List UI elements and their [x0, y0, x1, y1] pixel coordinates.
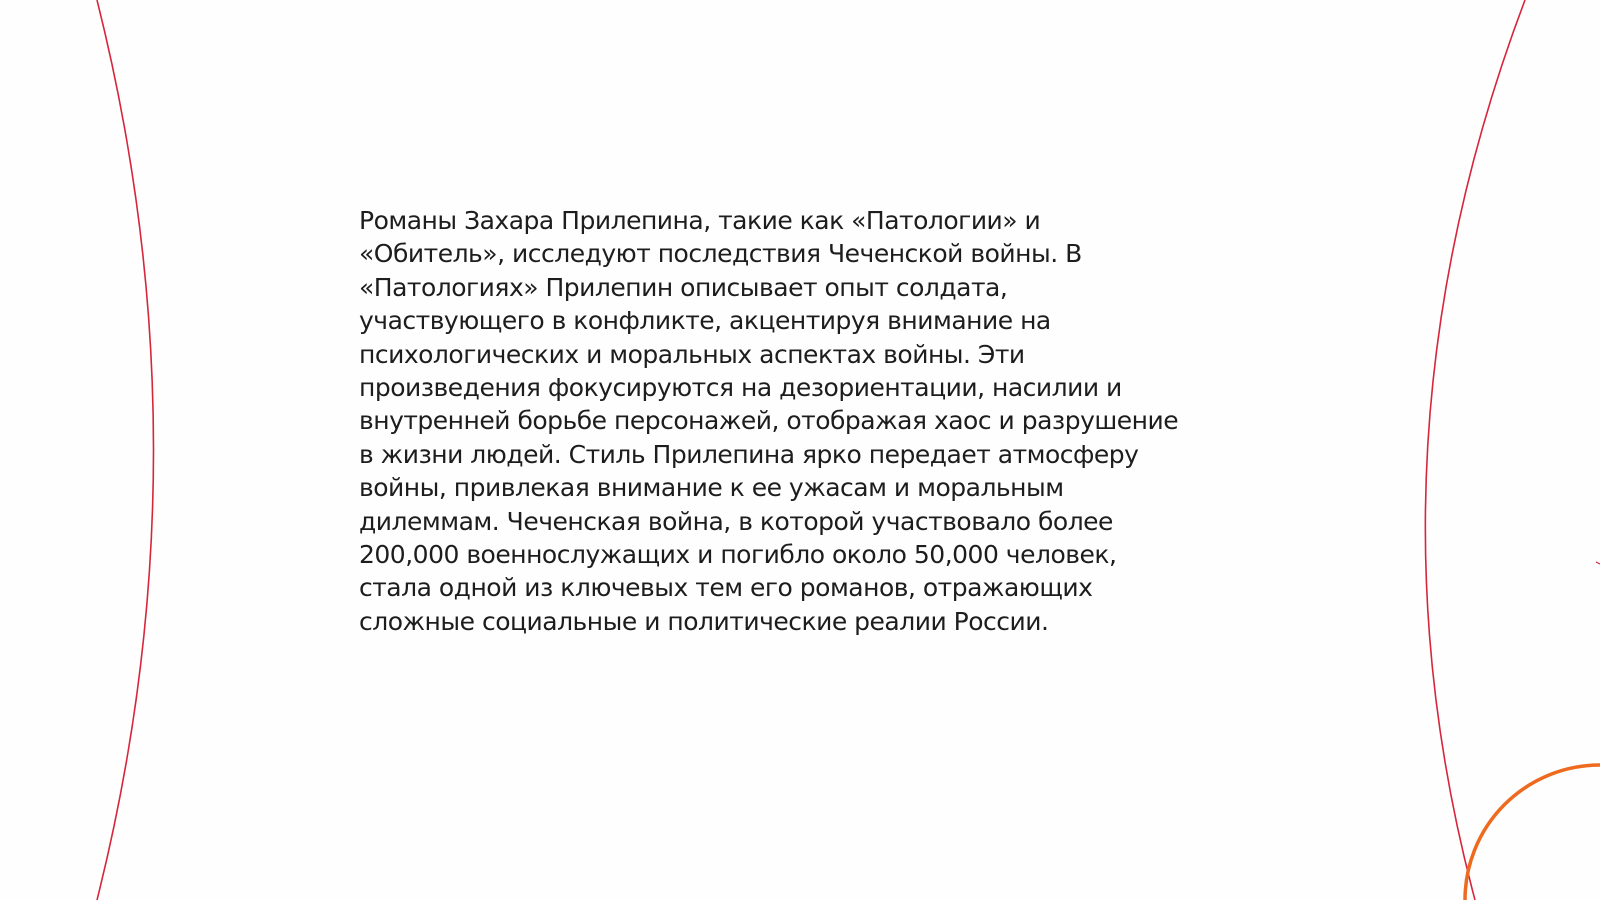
text-line: в жизни людей. Стиль Прилепина ярко передает атмосферу: [359, 439, 1139, 469]
edge-tick-mark: [1596, 562, 1600, 564]
text-line: внутренней борьбе персонажей, отображая хаос и разрушение: [359, 406, 1179, 436]
text-line: «Обитель», исследуют последствия Чеченской войны. В: [359, 239, 1082, 269]
text-line: «Патологиях» Прилепин описывает опыт солдата,: [359, 272, 1008, 302]
text-line: дилеммам. Чеченская война, в которой участвовало более: [359, 506, 1113, 536]
text-line: психологических и моральных аспектах войны. Эти: [359, 339, 1025, 369]
text-line: сложные социальные и политические реалии России.: [359, 606, 1049, 636]
text-line: Романы Захара Прилепина, такие как «Патологии» и: [359, 206, 1041, 235]
right-decorative-curve: [1425, 0, 1525, 900]
text-line: войны, привлекая внимание к ее ужасам и моральным: [359, 473, 1064, 503]
slide-body-text: [359, 204, 1249, 638]
orange-decorative-circle: [1465, 765, 1600, 900]
left-decorative-curve: [97, 0, 154, 900]
text-line: участвующего в конфликте, акцентируя внимание на: [359, 306, 1051, 336]
text-line: стала одной из ключевых тем его романов, отражающих: [359, 573, 1093, 603]
text-line: произведения фокусируются на дезориентации, насилии и: [359, 373, 1122, 403]
text-line: 200,000 военнослужащих и погибло около 50,000 человек,: [359, 540, 1117, 570]
